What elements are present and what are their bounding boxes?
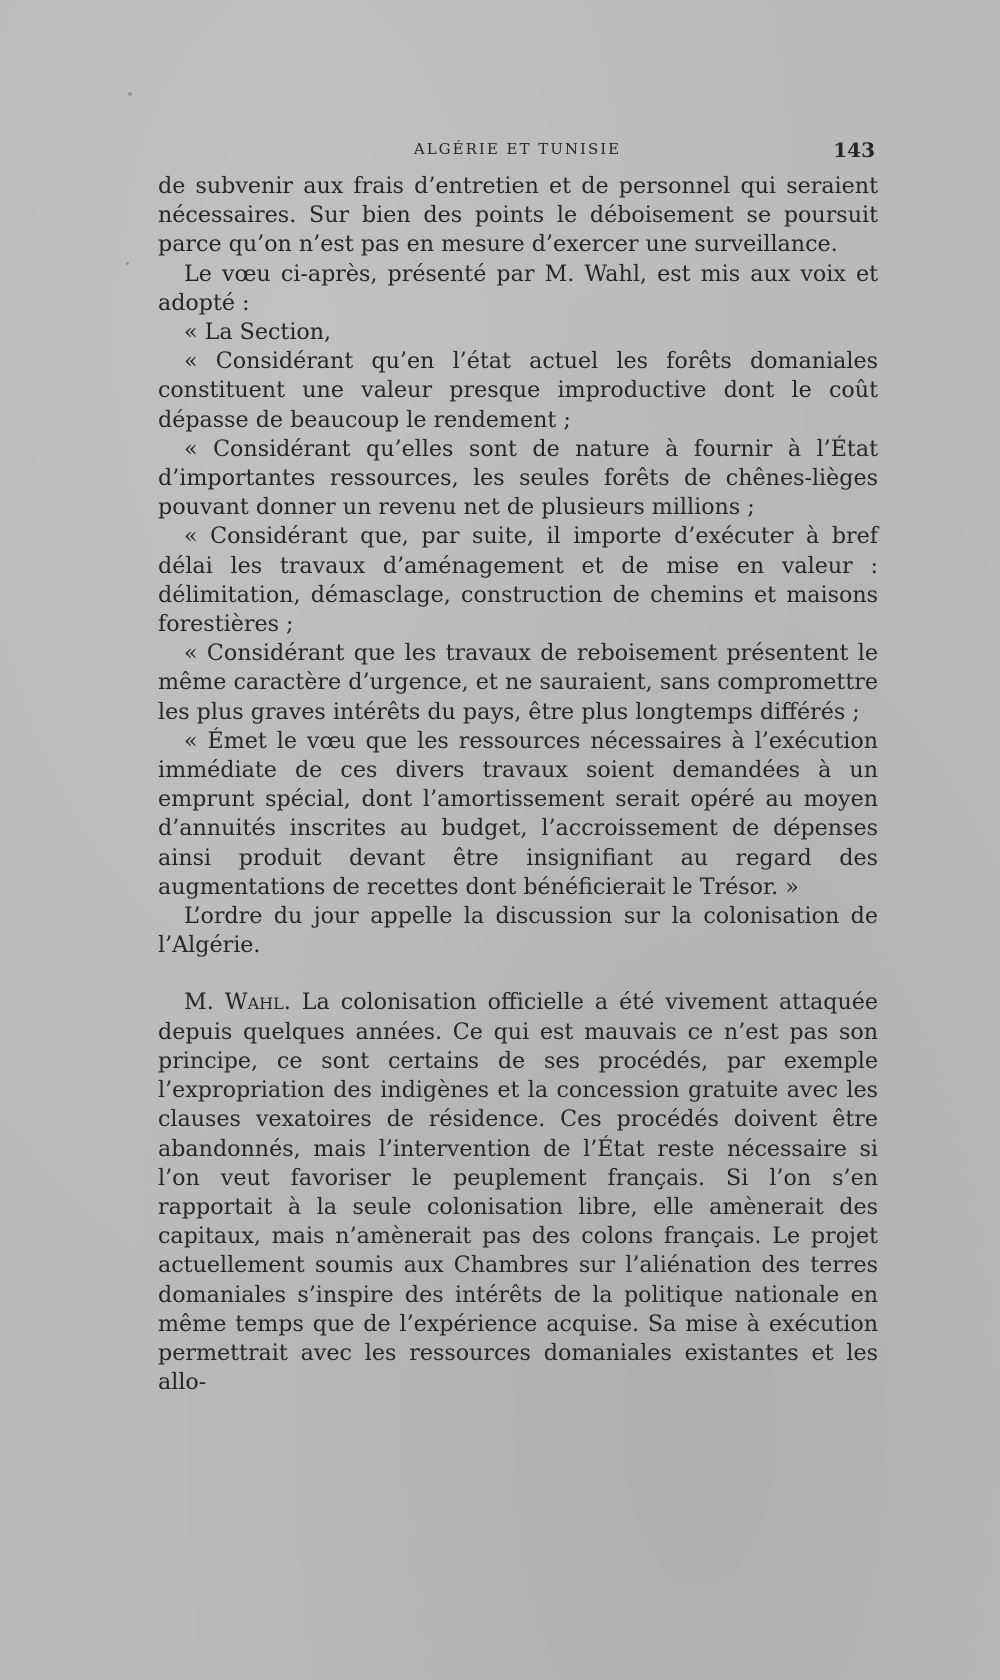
running-head: ALGÉRIE ET TUNISIE	[413, 140, 622, 158]
section-gap	[158, 960, 878, 988]
paragraph: L’ordre du jour appelle la discussion sur la colonisation de l’Algérie.	[158, 903, 878, 959]
paragraph: « Considérant que, par suite, il importe d’exécuter à bref délai les travaux d’aménagement et de mise en valeur : délimitation, démasclage, construction de chemins et maisons forestières ;	[158, 523, 878, 638]
body-text	[158, 172, 878, 1397]
paragraph: de subvenir aux frais d’entretien et de personnel qui seraient nécessaires. Sur bien des points le déboisement se poursuit parce qu’on n’est pas en mesure d’exercer une surveillance.	[158, 173, 878, 258]
page-number: 143	[833, 138, 875, 162]
paragraph: « Considérant qu’elles sont de nature à fournir à l’État d’importantes ressources, les seules forêts de chênes-lièges pouvant donner un revenu net de plusieurs millions ;	[158, 435, 878, 521]
speaker-name: M. Wahl.	[184, 989, 291, 1016]
paragraph: « Émet le vœu que les ressources nécessaires à l’exécution immédiate de ces divers travaux soient demandées à un emprunt spécial, dont l’amortissement serait opéré au moyen d’annuités inscrites au budget, l’accroissement de dépenses ainsi produit devant être insignifiant au regard des augmentations de recettes dont bénéficierait le Trésor. »	[158, 727, 878, 900]
speech-text: La colonisation officielle a été vivement attaquée depuis quelques années. Ce qui est mauvais ce n’est pas son principe, ce sont certains de ses procédés, par exemple l’expropriation des indigènes et la concession gratuite avec les clauses vexatoires de résidence. Ces procédés doivent être abandonnés, mais l’intervention de l’État reste nécessaire si l’on veut favoriser le peuplement français. Si l’on s’en rapportait à la seule colonisation libre, elle amènerait des capitaux, mais n’amènerait pas des colons français. Le projet actuellement soumis aux Chambres sur l’aliénation des terres domaniales s’inspire des intérêts de la politique nationale en même temps que de l’expérience acquise. Sa mise à exécution permettrait avec les ressources domaniales existantes et les allo-	[158, 989, 878, 1396]
speech-paragraph	[158, 988, 878, 1397]
paragraph: Le vœu ci-après, présenté par M. Wahl, est mis aux voix et adopté :	[158, 260, 878, 316]
ink-speck	[128, 92, 132, 96]
paragraph: « La Section,	[184, 319, 332, 346]
paragraph: « Considérant que les travaux de reboisement présentent le même caractère d’urgence, et ne sauraient, sans compromettre les plus graves intérêts du pays, être plus longtemps différés ;	[158, 640, 878, 725]
ink-speck	[126, 262, 129, 265]
page-header	[160, 138, 875, 162]
paragraph: « Considérant qu’en l’état actuel les forêts domaniales constituent une valeur presque improductive dont le coût dépasse de beaucoup le rendement ;	[158, 348, 878, 433]
